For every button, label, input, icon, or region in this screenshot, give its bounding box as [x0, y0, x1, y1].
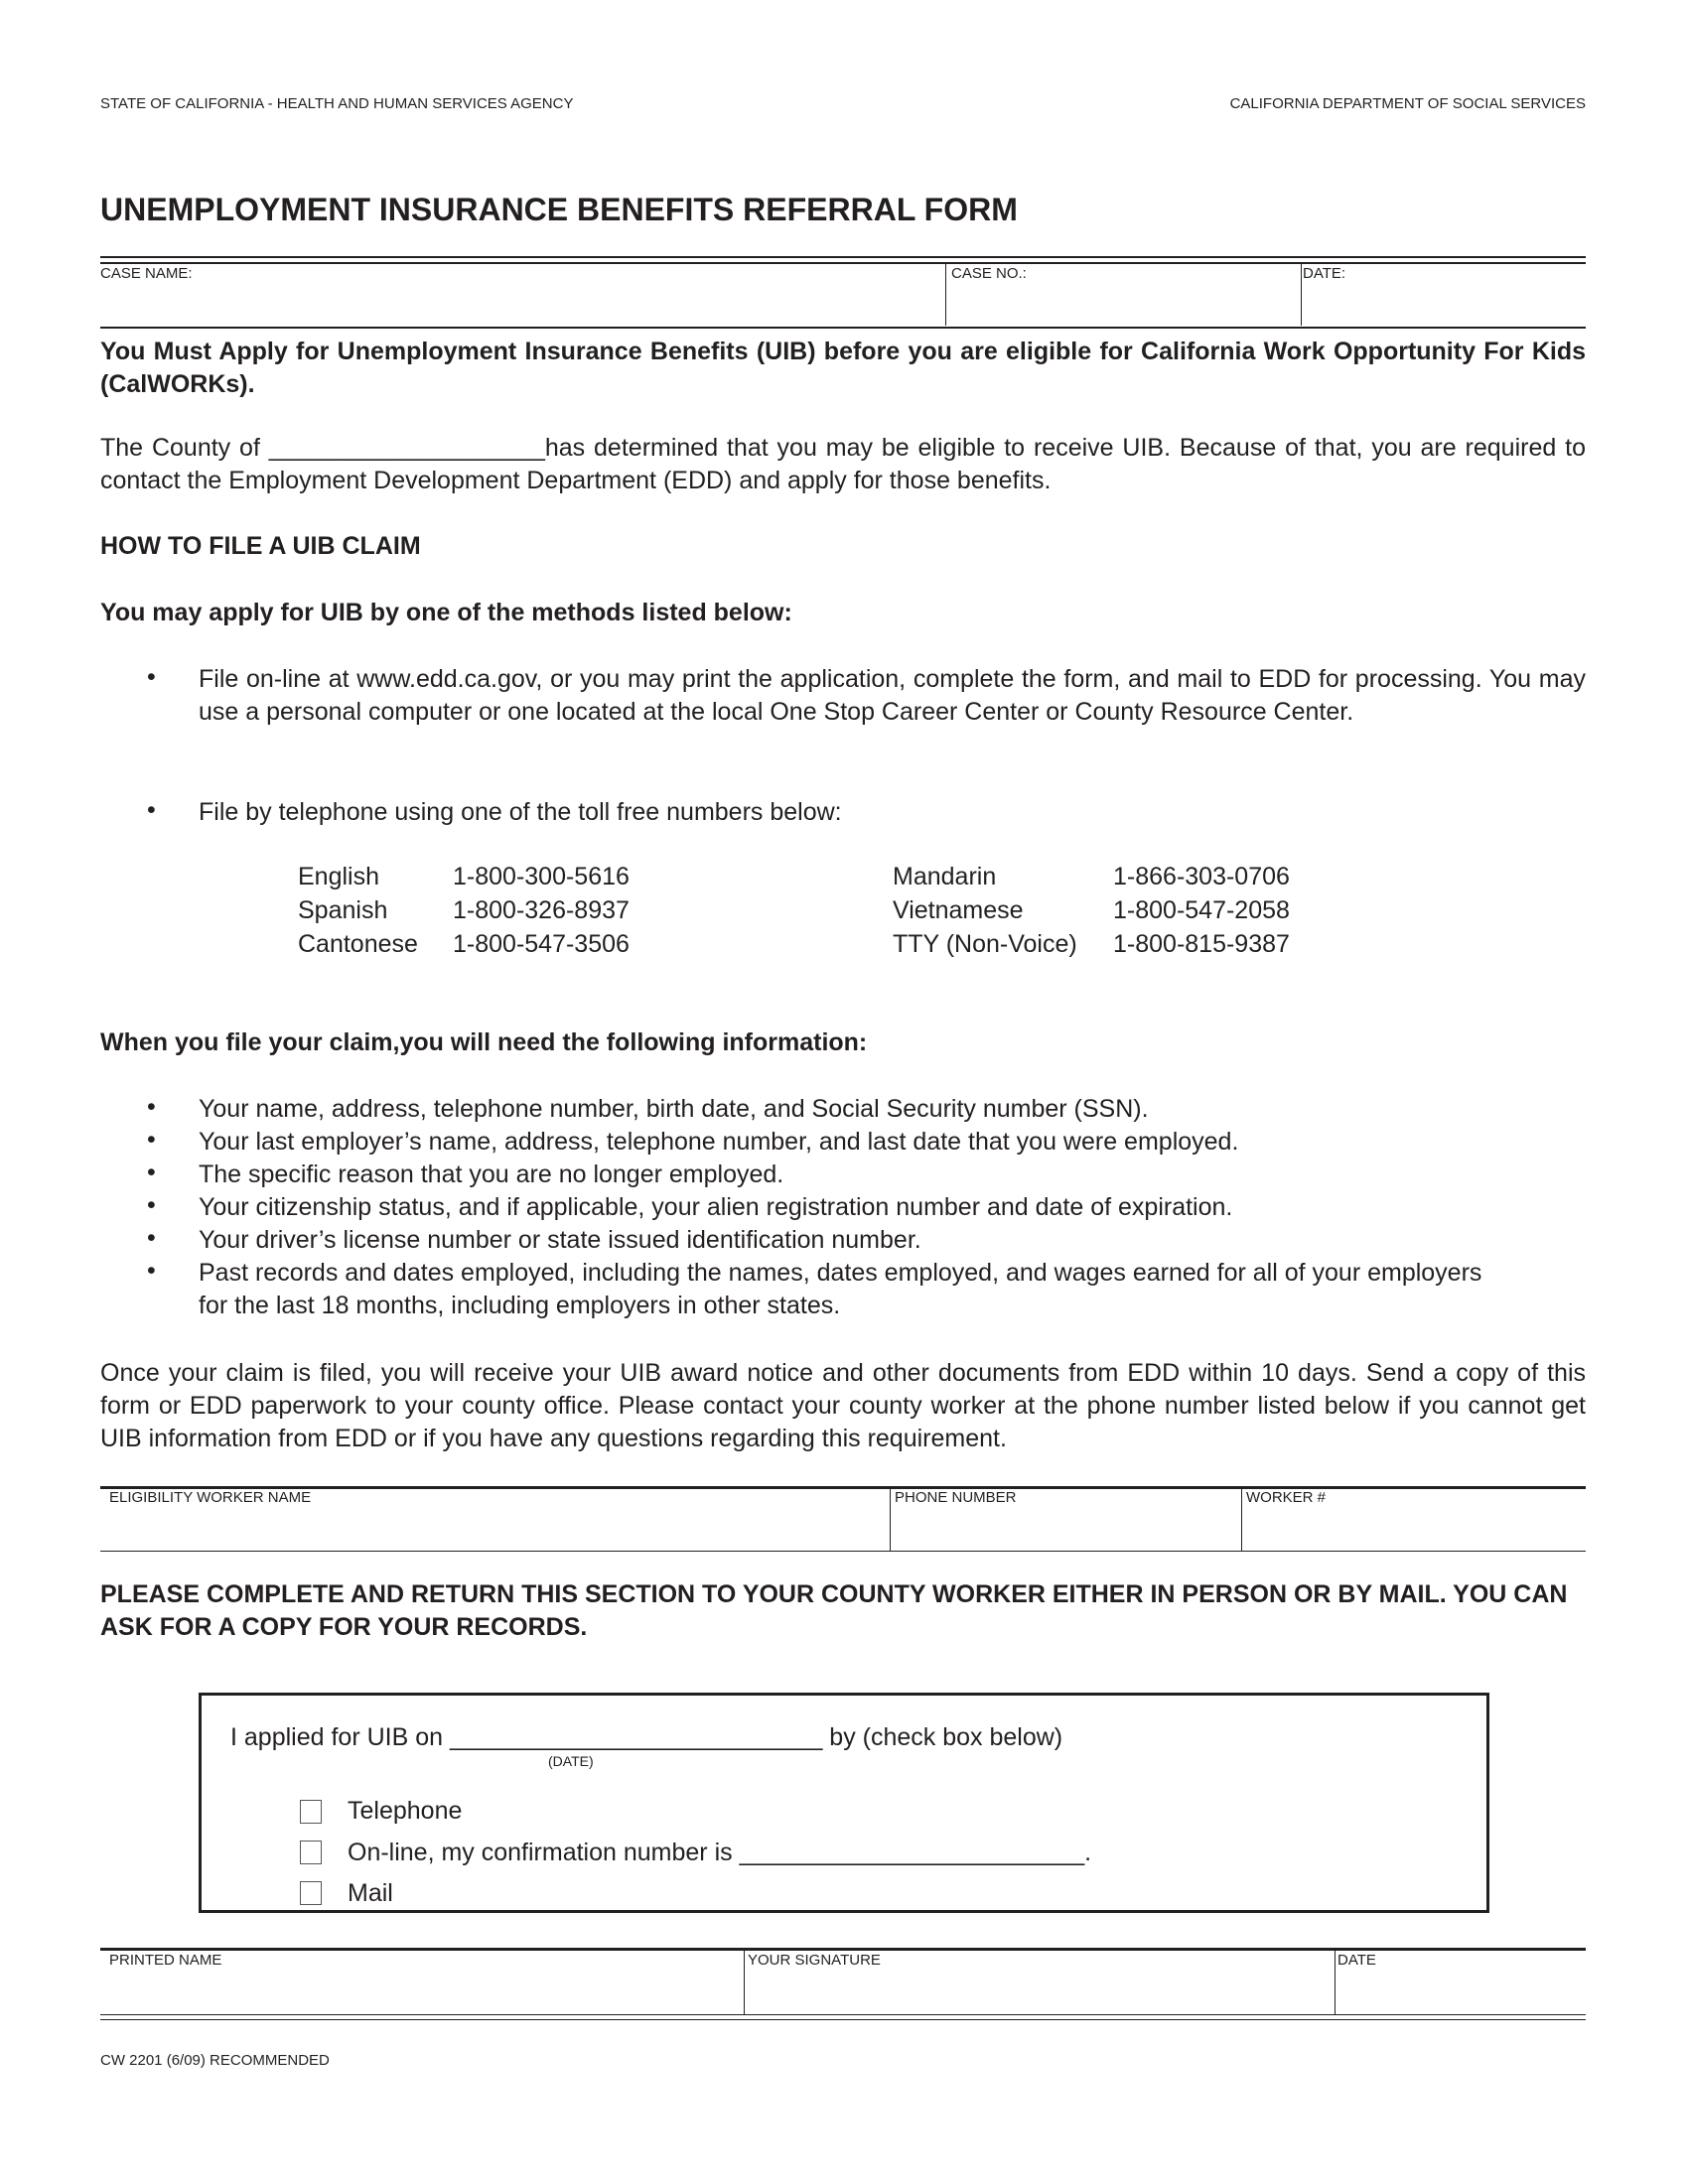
department-header: CALIFORNIA DEPARTMENT OF SOCIAL SERVICES — [1229, 95, 1586, 112]
case-name-label: CASE NAME: — [100, 265, 193, 282]
case-no-field[interactable] — [951, 265, 1294, 325]
info-item: Your last employer’s name, address, telephone number, and last date that you were employed. — [199, 1128, 1239, 1156]
online-checkbox[interactable] — [300, 1841, 322, 1864]
phone-tty-lang: TTY (Non-Voice) — [893, 930, 1077, 958]
divider — [1301, 264, 1302, 326]
divider — [100, 327, 1586, 329]
bullet: • — [147, 1159, 156, 1186]
how-to-heading: HOW TO FILE A UIB CLAIM — [100, 532, 421, 560]
agency-header: STATE OF CALIFORNIA - HEALTH AND HUMAN SERVICES AGENCY — [100, 95, 574, 112]
applied-date-line[interactable]: I applied for UIB on ___________________________ by (check box below) — [230, 1723, 1063, 1751]
printed-name-field[interactable] — [109, 1952, 740, 2011]
worker-phone-label: PHONE NUMBER — [895, 1489, 1017, 1506]
info-heading: When you file your claim,you will need the following information: — [100, 1028, 868, 1056]
worker-name-label: ELIGIBILITY WORKER NAME — [109, 1489, 312, 1506]
method-telephone: File by telephone using one of the toll free numbers below: — [199, 798, 842, 826]
telephone-checkbox[interactable] — [300, 1800, 322, 1824]
eligibility-notice: You Must Apply for Unemployment Insurance Benefits (UIB) before you are eligible for California Work Opportunity For Kids (CalWORKs). — [100, 338, 1586, 398]
bullet: • — [147, 1126, 156, 1154]
method-online: File on-line at www.edd.ca.gov, or you may print the application, complete the form, and mail to EDD for processing. You may use a personal computer or one located at the local One Stop Career Center or County Resource Center. — [199, 665, 1586, 726]
methods-heading: You may apply for UIB by one of the methods listed below: — [100, 599, 792, 626]
date-field[interactable] — [1303, 265, 1586, 325]
divider — [100, 1948, 1586, 1951]
divider — [100, 262, 1586, 264]
telephone-option-label: Telephone — [348, 1797, 463, 1825]
signature-date-field[interactable] — [1337, 1952, 1584, 2011]
info-item: Your name, address, telephone number, birth date, and Social Security number (SSN). — [199, 1095, 1149, 1123]
signature-field[interactable] — [748, 1952, 1329, 2011]
worker-name-field[interactable] — [109, 1489, 884, 1549]
bullet: • — [147, 1093, 156, 1121]
phone-english-number: 1-800-300-5616 — [453, 863, 630, 890]
bullet: • — [147, 663, 156, 691]
once-filed-paragraph: Once your claim is filed, you will receive your UIB award notice and other documents from EDD within 10 days. Send a copy of this form or EDD paperwork to your county office. Please contact your county worker at the phone number listed below if you cannot get UIB information from EDD or if you have any questions regarding this requirement. — [100, 1359, 1586, 1452]
info-item: The specific reason that you are no longer employed. — [199, 1160, 784, 1188]
info-item: Your citizenship status, and if applicable, your alien registration number and date of expiration. — [199, 1193, 1233, 1221]
return-instructions: PLEASE COMPLETE AND RETURN THIS SECTION TO YOUR COUNTY WORKER EITHER IN PERSON OR BY MAIL. YOU CAN ASK FOR A COPY FOR YOUR RECORDS. — [100, 1580, 1568, 1641]
divider — [100, 2019, 1586, 2020]
online-option-label: On-line, my confirmation number is _________________________. — [348, 1839, 1092, 1866]
bullet: • — [147, 1257, 156, 1285]
info-item: Past records and dates employed, including the names, dates employed, and wages earned for all of your employers for the last 18 months, including employers in other states. — [199, 1259, 1482, 1319]
phone-spanish-number: 1-800-326-8937 — [453, 896, 630, 924]
mail-option-label: Mail — [348, 1879, 393, 1907]
phone-cantonese-lang: Cantonese — [298, 930, 418, 958]
form-number: CW 2201 (6/09) RECOMMENDED — [100, 2052, 330, 2069]
divider — [890, 1489, 891, 1551]
date-label: DATE: — [1303, 265, 1346, 282]
county-paragraph: The County of ____________________has determined that you may be eligible to receive UIB. Because of that, you are required to contact the Employment Development Department (EDD) and apply for those benefits. — [100, 434, 1586, 494]
mail-checkbox[interactable] — [300, 1881, 322, 1905]
phone-vietnamese-lang: Vietnamese — [893, 896, 1024, 924]
phone-mandarin-number: 1-866-303-0706 — [1113, 863, 1290, 890]
phone-mandarin-lang: Mandarin — [893, 863, 997, 890]
bullet: • — [147, 796, 156, 824]
phone-tty-number: 1-800-815-9387 — [1113, 930, 1290, 958]
divider — [100, 2014, 1586, 2015]
phone-spanish-lang: Spanish — [298, 896, 388, 924]
divider — [744, 1951, 745, 2014]
divider — [945, 264, 946, 326]
case-no-label: CASE NO.: — [951, 265, 1027, 282]
phone-cantonese-number: 1-800-547-3506 — [453, 930, 630, 958]
worker-number-label: WORKER # — [1246, 1489, 1327, 1506]
divider — [1335, 1951, 1336, 2014]
phone-vietnamese-number: 1-800-547-2058 — [1113, 896, 1290, 924]
bullet: • — [147, 1224, 156, 1252]
date-caption: (DATE) — [548, 1753, 594, 1769]
info-item: Your driver’s license number or state issued identification number. — [199, 1226, 921, 1254]
case-name-field[interactable] — [100, 265, 939, 325]
signature-label: YOUR SIGNATURE — [748, 1952, 881, 1969]
worker-phone-field[interactable] — [895, 1489, 1237, 1549]
divider — [1241, 1489, 1242, 1551]
page-title: UNEMPLOYMENT INSURANCE BENEFITS REFERRAL FORM — [100, 192, 1018, 227]
phone-english-lang: English — [298, 863, 379, 890]
divider — [100, 256, 1586, 258]
printed-name-label: PRINTED NAME — [109, 1952, 222, 1969]
worker-number-field[interactable] — [1246, 1489, 1584, 1549]
divider — [100, 1551, 1586, 1552]
bullet: • — [147, 1191, 156, 1219]
signature-date-label: DATE — [1337, 1952, 1376, 1969]
